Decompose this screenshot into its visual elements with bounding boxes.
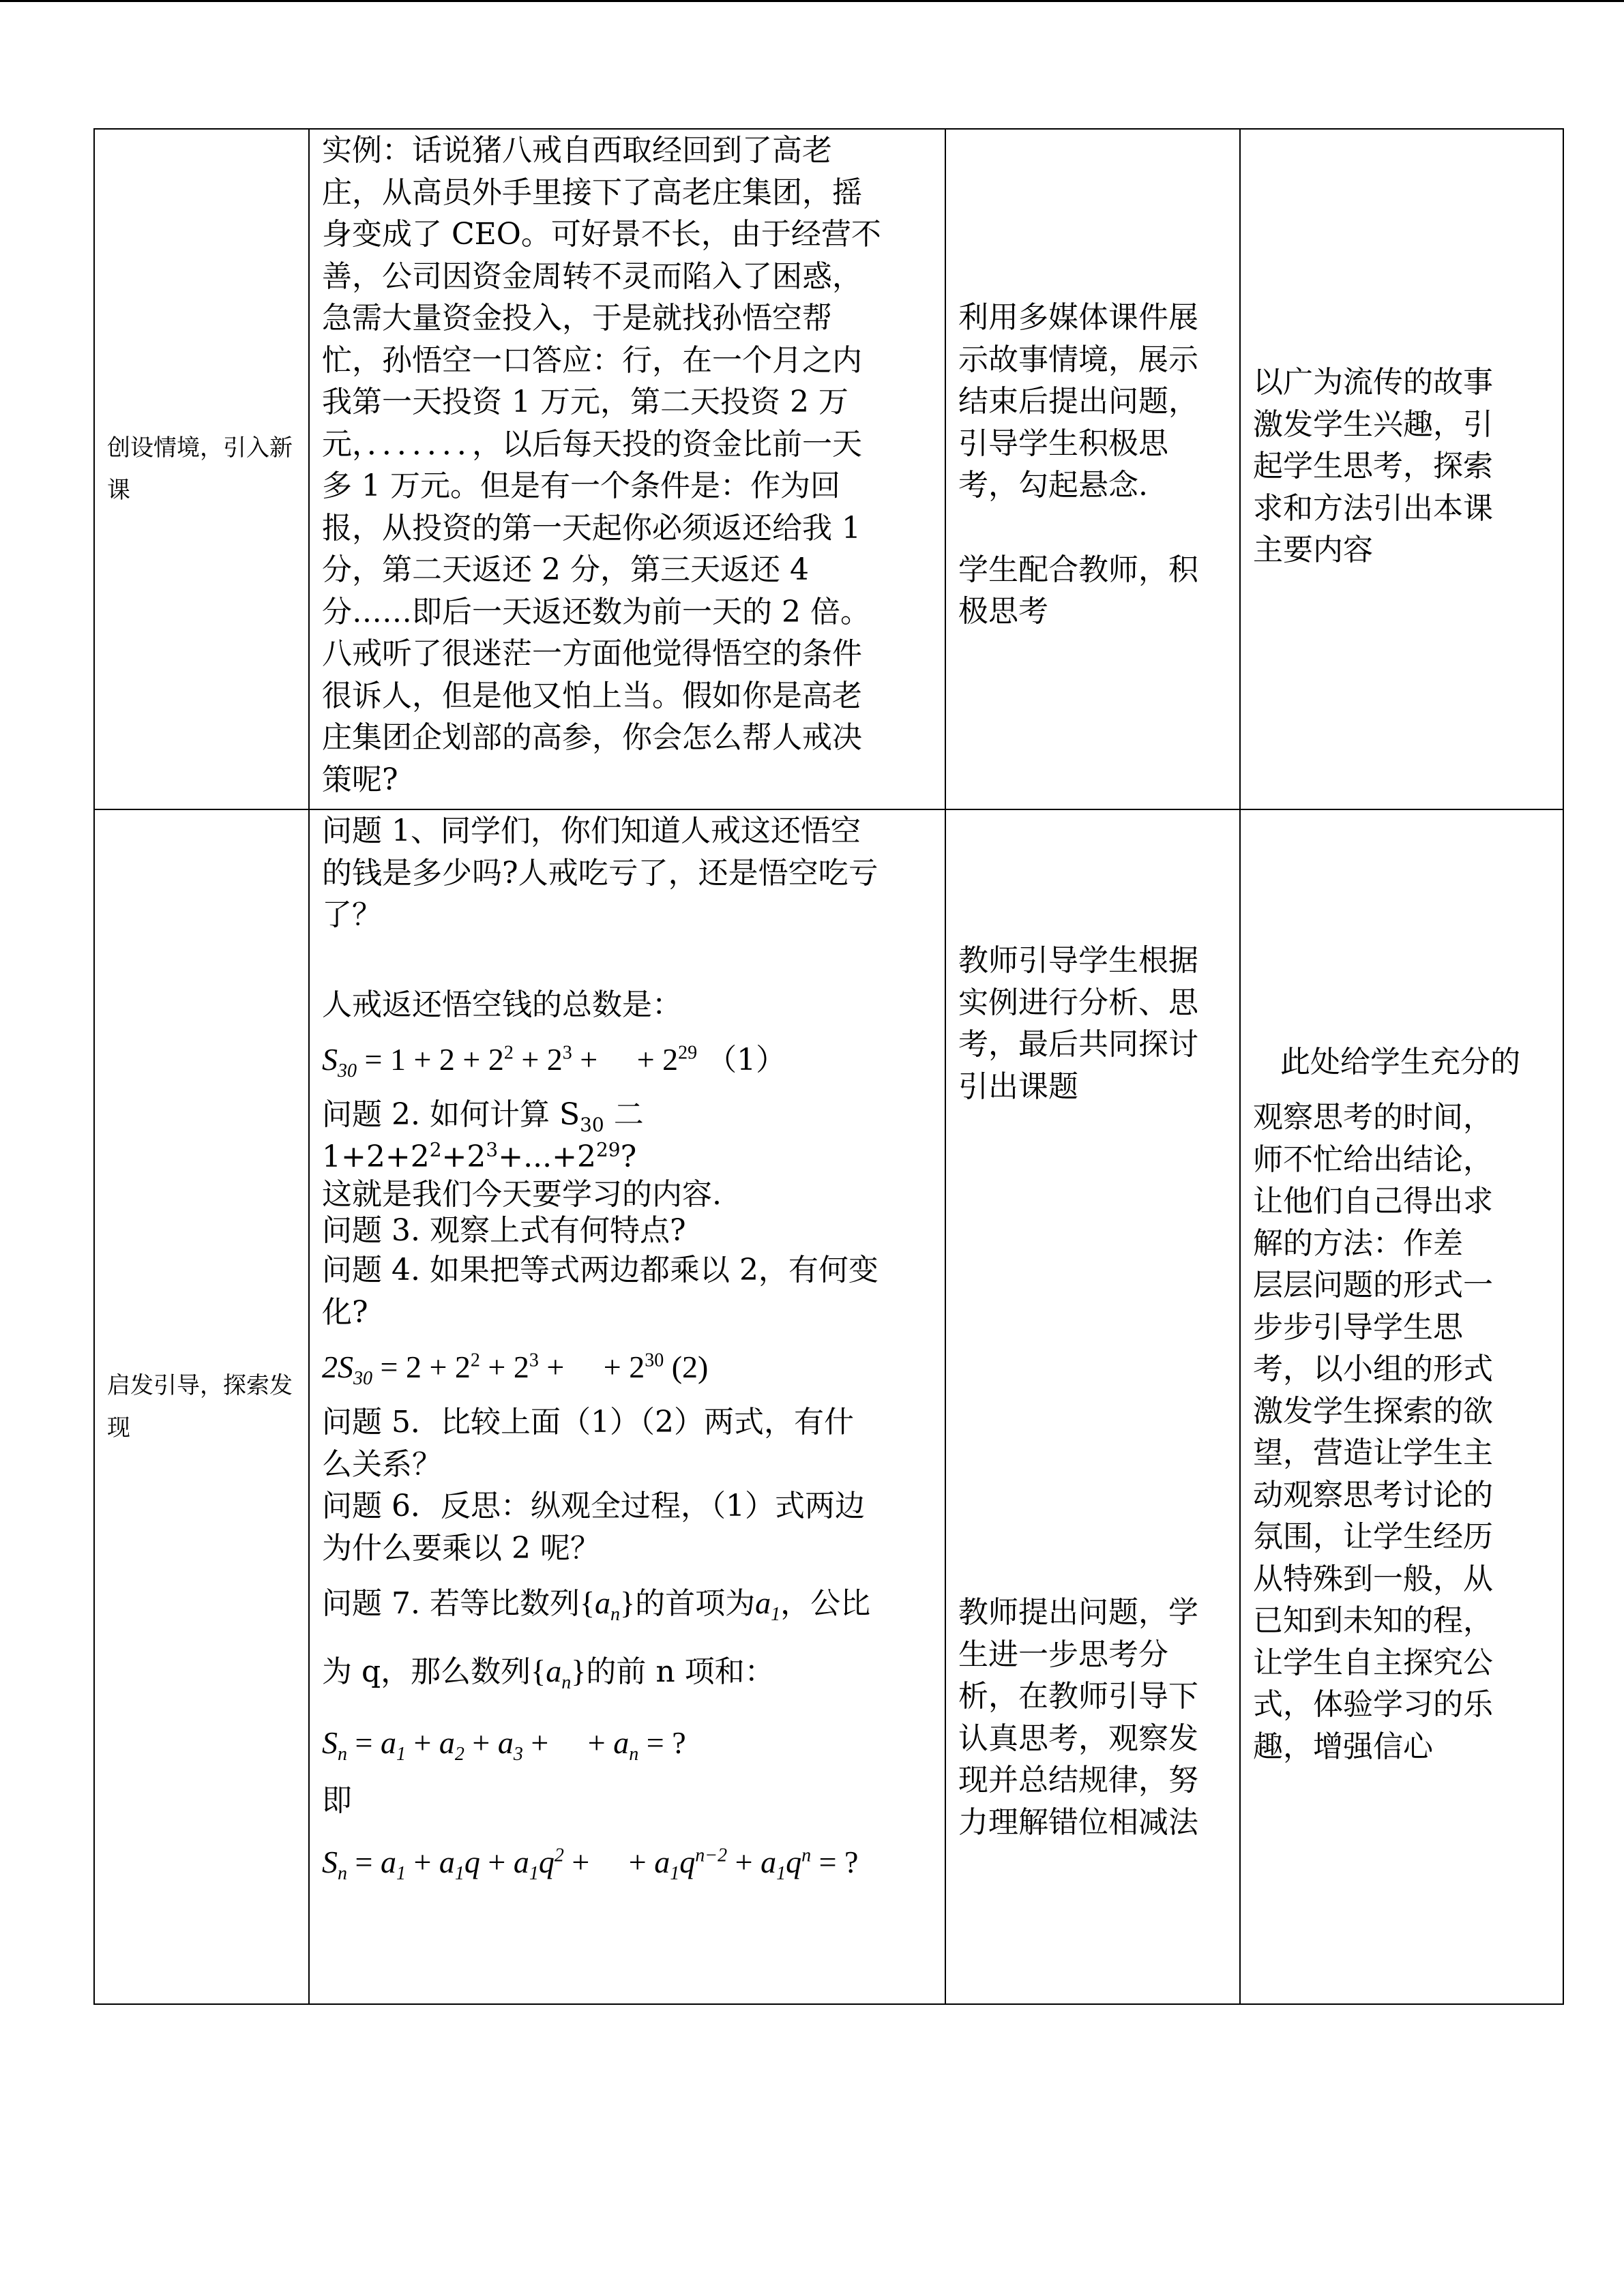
text-line: 忙，孙悟空一口答应：行，在一个月之内: [322, 342, 862, 378]
equation-sn: $S_n = a_1 + a_2 + a_3$ + + $a_n$ = ?: [322, 1725, 686, 1765]
text-line: 解的方法：作差: [1253, 1225, 1463, 1261]
text-line: 望，营造让学生主: [1253, 1435, 1493, 1470]
equation-sn-expanded: $S_n = a_1 + a_1q + a_1q^2$ + + $a_1q^{n-2} + a_1q^n$ = ?: [322, 1845, 859, 1885]
text-line: 庄，从高员外手里接下了高老庄集团，摇: [322, 175, 862, 210]
text-line: 问题 5．比较上面（1）（2）两式，有什: [322, 1405, 854, 1440]
text-line: 引出课题: [958, 1069, 1078, 1104]
text-line: 析，在教师引导下: [958, 1679, 1198, 1714]
text-line: 趣，增强信心: [1253, 1729, 1433, 1764]
text-line: 很诉人，但是他又怕上当。假如你是高老: [322, 678, 862, 713]
text-line: [958, 507, 1227, 549]
text-line: 分，第二天返还 2 分，第三天返还 4: [322, 552, 809, 587]
question-2: 问题 2. 如何计算 $S_{30}$ 二 $1+2+2^2+2^3+...+2^{29}$?: [322, 1097, 644, 1174]
text-line: 庄集团企划部的高参，你会怎么帮人戒决: [322, 720, 862, 755]
text-line: 即: [322, 1783, 352, 1818]
text-line: 问题 4. 如果把等式两边都乘以 2，有何变: [322, 1253, 879, 1287]
text-line: 从特殊到一般，从: [1253, 1561, 1493, 1596]
text-line: 氛围，让学生经历: [1253, 1519, 1493, 1554]
text-line: 实例：话说猪八戒自西取经回到了高老: [322, 133, 832, 168]
stage-cell: [94, 129, 309, 809]
text-line: 现并总结规律，努: [958, 1763, 1198, 1798]
text-line: 生进一步思考分: [958, 1637, 1168, 1672]
text-line: 策呢?: [322, 762, 398, 797]
text-line: 急需大量资金投入，于是就找孙悟空帮: [322, 301, 832, 336]
text-line: 学生配合教师，积: [958, 552, 1198, 587]
text-line: 以广为流传的故事: [1253, 365, 1493, 400]
text-line: 师不忙给出结论，: [1253, 1142, 1493, 1177]
text-line: 元，．．．．．．．，以后每天投的资金比前一天: [322, 426, 862, 462]
text-line: 教师提出问题，学: [958, 1595, 1198, 1630]
equation-number: （1）: [707, 1043, 786, 1077]
text-line: 考，勾起悬念.: [958, 468, 1148, 503]
top-rule: [0, 0, 1624, 2]
equation-1: $S_{30} = 1 + 2 + 2^2 + 2^3$ + + $2^{29}$ （1）: [322, 1042, 786, 1082]
text-line: 引导学生积极思: [958, 426, 1168, 461]
question-7: 问题 7. 若等比数列$\{a_n\}$的首项为$a_1$，公比: [322, 1585, 871, 1626]
text-line: 激发学生探索的欲: [1253, 1393, 1493, 1429]
text-line: 考，最后共同探讨: [958, 1027, 1198, 1062]
text-line: 主要内容: [1253, 533, 1373, 567]
table-row: [94, 809, 1563, 2004]
lesson-plan-table: [93, 128, 1564, 2005]
text-line: 让他们自己得出求: [1253, 1184, 1493, 1219]
text-line: 分……即后一天返还数为前一天的 2 倍。: [322, 594, 870, 629]
text-line: 让学生自主探究公: [1253, 1645, 1493, 1680]
text-line: 已知到未知的程，: [1253, 1603, 1493, 1638]
text-line: 人戒返还悟空钱的总数是：: [322, 987, 682, 1022]
text-line: 化?: [322, 1294, 368, 1330]
text-line: 报，从投资的第一天起你必须返还给我 1: [322, 510, 861, 546]
text-line: 求和方法引出本课: [1253, 490, 1493, 526]
text-line: 此处给学生充分的: [1280, 1045, 1520, 1079]
text-line: 起学生思考，探索: [1253, 449, 1493, 483]
text-line: 力理解错位相减法: [958, 1804, 1198, 1840]
equation-2: $2S_{30} = 2 + 2^2 + 2^3$ + + $2^{30}$ (2): [322, 1350, 709, 1390]
stage-label: 启发引导，探索发现: [107, 1372, 293, 1442]
question-7-line2: 为 q，那么数列$\{a_n\}$的前 n 项和：: [322, 1654, 775, 1694]
text-line: 观察思考的时间，: [1253, 1100, 1493, 1135]
teacher-cell: [945, 129, 1240, 809]
content-cell: [309, 809, 945, 2004]
text-line: 八戒听了很迷茫一方面他觉得悟空的条件: [322, 636, 862, 671]
text-line: 利用多媒体课件展: [958, 300, 1198, 335]
intent-cell: [1240, 129, 1563, 809]
intent-cell: [1240, 809, 1563, 2004]
text-line: 的钱是多少吗?人戒吃亏了，还是悟空吃亏: [322, 855, 879, 891]
text-line: 了？: [322, 897, 382, 932]
stage-cell: [94, 809, 309, 2004]
text-line: 示故事情境，展示: [958, 342, 1198, 377]
stage-label: 创设情境，引入新课: [107, 434, 293, 504]
text-line: 我第一天投资 1 万元，第二天投资 2 万: [322, 385, 848, 419]
teacher-cell: [945, 809, 1240, 2004]
text-line: 问题 3. 观察上式有何特点?: [322, 1213, 686, 1248]
text-line: 问题 6．反思：纵观全过程，（1）式两边: [322, 1489, 865, 1523]
text-line: 实例进行分析、思: [958, 985, 1198, 1020]
text-line: 善，公司因资金周转不灵而陷入了困惑，: [322, 258, 862, 294]
text-line: 步步引导学生思: [1253, 1309, 1463, 1345]
text-line: 身变成了 CEO。可好景不长，由于经营不: [322, 217, 881, 252]
text-line: 这就是我们今天要学习的内容.: [322, 1177, 722, 1212]
content-cell: [309, 129, 945, 809]
text-line: 多 1 万元。但是有一个条件是：作为回: [322, 468, 840, 503]
text-line: 激发学生兴趣，引: [1253, 406, 1493, 442]
text-line: 极思考: [958, 594, 1048, 629]
text-line: 结束后提出问题，: [958, 384, 1198, 419]
text-line: 么关系？: [322, 1446, 442, 1482]
text-line: 式，体验学习的乐: [1253, 1687, 1493, 1722]
text-line: 问题 1、同学们，你们知道人戒这还悟空: [322, 814, 861, 848]
text-line: 认真思考，观察发: [958, 1720, 1198, 1756]
text-line: 层层问题的形式一: [1253, 1268, 1493, 1302]
table-row: [94, 129, 1563, 809]
text-line: 考，以小组的形式: [1253, 1352, 1493, 1386]
text-line: 动观察思考讨论的: [1253, 1477, 1493, 1512]
text-line: 为什么要乘以 2 呢？: [322, 1530, 600, 1566]
text-line: 教师引导学生根据: [958, 943, 1198, 978]
